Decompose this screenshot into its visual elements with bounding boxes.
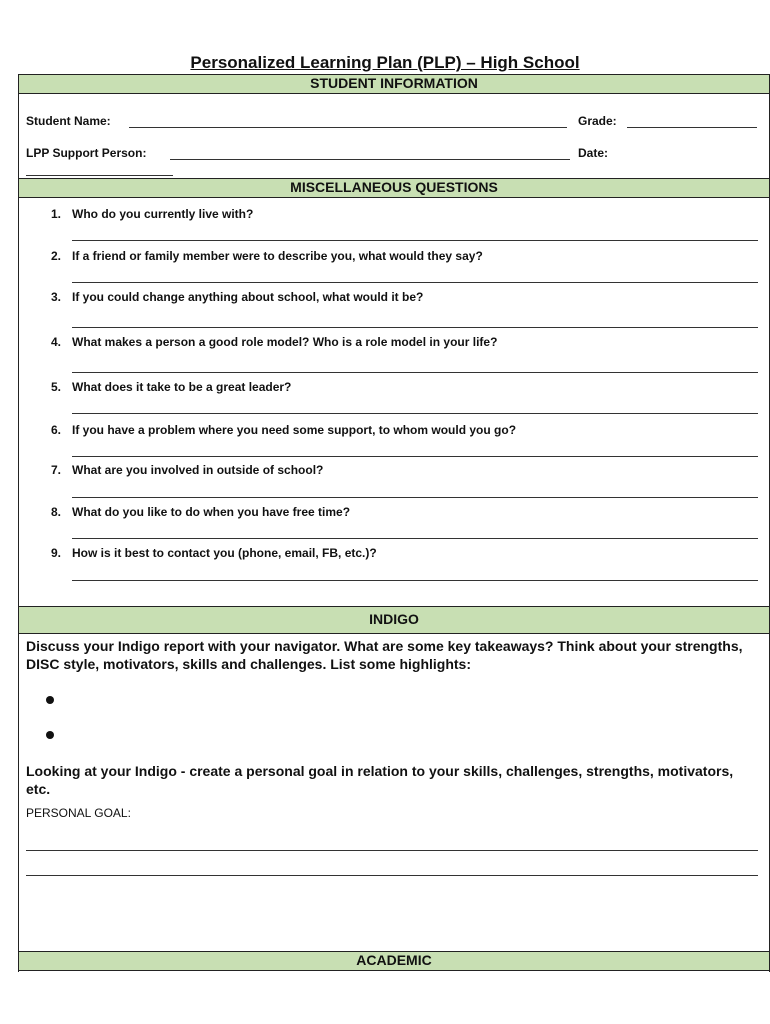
answer-line[interactable] [72, 497, 758, 498]
answer-line[interactable] [72, 240, 758, 241]
question-number: 3. [50, 290, 61, 304]
goal-answer-line-2[interactable] [26, 875, 758, 876]
question-text: What do you like to do when you have free time? [72, 505, 351, 519]
section-header-student-information: STUDENT INFORMATION [18, 74, 770, 94]
question-text: Who do you currently live with? [72, 207, 254, 221]
grade-label: Grade: [578, 114, 617, 128]
answer-line[interactable] [72, 456, 758, 457]
question-text: If you could change anything about school, what would it be? [72, 290, 424, 304]
question-text: What are you involved in outside of school? [72, 463, 324, 477]
highlight-bullet-1[interactable] [46, 696, 54, 704]
date-label: Date: [578, 146, 609, 160]
goal-answer-line-1[interactable] [26, 850, 758, 851]
answer-line[interactable] [72, 580, 758, 581]
grade-field[interactable] [627, 127, 757, 128]
question-number: 8. [50, 505, 61, 519]
question-number: 5. [50, 380, 61, 394]
answer-line[interactable] [72, 327, 758, 328]
goal-prompt: Looking at your Indigo - create a personal goal in relation to your skills, challenges, strengths, motivators, etc. [26, 763, 734, 797]
answer-line[interactable] [72, 372, 758, 373]
question-number: 9. [50, 546, 61, 560]
student-name-label: Student Name: [26, 114, 111, 128]
highlight-bullet-2[interactable] [46, 731, 54, 739]
question-number: 2. [50, 249, 61, 263]
section-header-indigo: INDIGO [18, 606, 770, 634]
question-text: What makes a person a good role model? Who is a role model in your life? [72, 335, 498, 349]
question-number: 6. [50, 423, 61, 437]
support-person-label: LPP Support Person: [26, 146, 147, 160]
answer-line[interactable] [72, 413, 758, 414]
section-header-miscellaneous-questions: MISCELLANEOUS QUESTIONS [18, 178, 770, 198]
answer-line[interactable] [72, 282, 758, 283]
student-name-field[interactable] [129, 127, 567, 128]
question-number: 7. [50, 463, 61, 477]
question-number: 1. [50, 207, 61, 221]
page-title: Personalized Learning Plan (PLP) – High School [190, 53, 580, 72]
indigo-prompt: Discuss your Indigo report with your navigator. What are some key takeaways? Think about your strengths, DISC style, motivators, skills and challenges. List some highlights: [26, 638, 743, 672]
question-text: What does it take to be a great leader? [72, 380, 292, 394]
support-person-field[interactable] [170, 159, 570, 160]
answer-line[interactable] [72, 538, 758, 539]
section-header-academic: ACADEMIC [18, 951, 770, 971]
question-text: If you have a problem where you need some support, to whom would you go? [72, 423, 517, 437]
question-number: 4. [50, 335, 61, 349]
question-text: How is it best to contact you (phone, email, FB, etc.)? [72, 546, 377, 560]
question-text: If a friend or family member were to describe you, what would they say? [72, 249, 483, 263]
personal-goal-label: PERSONAL GOAL: [26, 806, 131, 820]
date-field[interactable] [26, 175, 173, 176]
